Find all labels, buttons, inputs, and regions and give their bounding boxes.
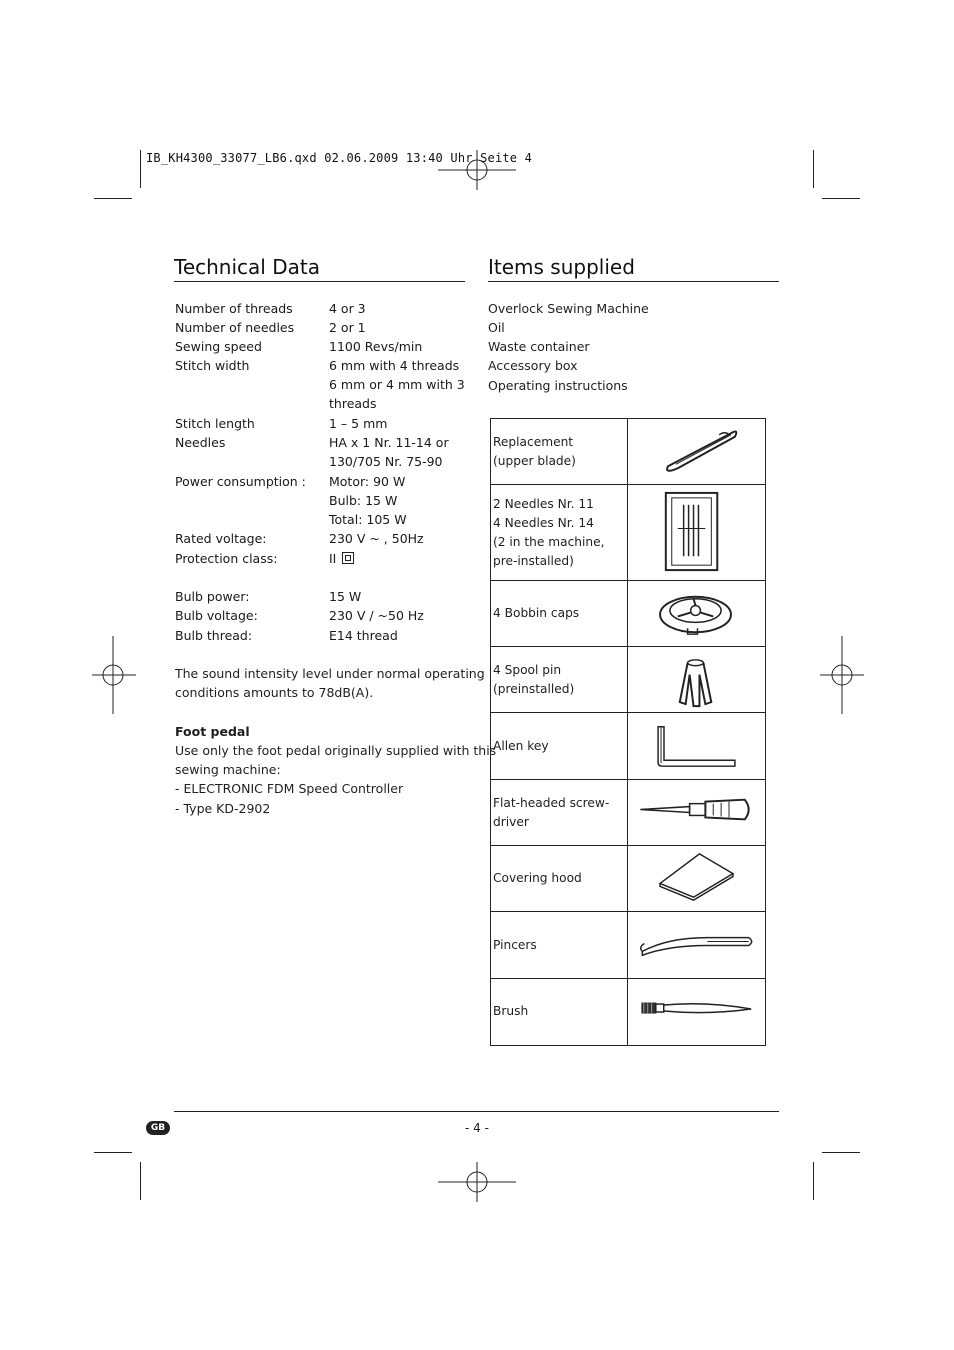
footer-rule [174,1111,779,1112]
items-table-label-line: driver [493,815,529,829]
protection-class-symbol [342,552,354,564]
spec-label: Number of threads [175,301,293,316]
items-list-entry: Oil [488,320,505,335]
bobbin-cap-icon [627,581,765,646]
spec-value: 1 – 5 mm [329,416,388,431]
blade-icon [627,419,765,484]
spec-value: Total: 105 W [329,512,407,528]
spec-value: HA x 1 Nr. 11-14 or [329,435,449,450]
foot-pedal-line: - Type KD-2902 [175,801,271,816]
spec-value: 6 mm or 4 mm with 3 [329,377,465,393]
items-table-label-line: (2 in the machine, [493,535,605,549]
items-table-label-line: 2 Needles Nr. 11 [493,496,594,511]
items-table-row [491,419,765,485]
spec-value: threads [329,396,377,412]
items-table-row [491,979,765,1045]
technical-data-title: Technical Data [174,255,320,279]
spec-value: 2 or 1 [329,320,366,335]
sound-note-line: conditions amounts to 78dB(A). [175,685,374,700]
items-table-label-line: Covering hood [493,871,582,886]
items-table-row [491,846,765,912]
items-table-label-line: Brush [493,1004,529,1019]
items-table-label [493,869,625,888]
items-table-label [493,936,625,955]
foot-pedal-line: sewing machine: [175,762,281,777]
screwdriver-icon [627,780,765,845]
spool-pin-icon [627,647,765,712]
items-list-entry: Operating instructions [488,378,628,393]
spec-value: II [329,551,337,566]
items-table-label-line: 4 Spool pin [493,662,562,677]
spec-value: Motor: 90 W [329,474,406,489]
items-table-row [491,713,765,780]
technical-data-rule [174,281,465,282]
spec-value: 130/705 Nr. 75-90 [329,454,443,470]
items-list-entry: Waste container [488,339,590,354]
items-list-entry: Overlock Sewing Machine [488,301,649,316]
items-list-entry: Accessory box [488,358,578,373]
items-supplied-title: Items supplied [488,255,635,279]
items-table-row [491,780,765,846]
items-table-label-line: Replacement [493,434,574,449]
page-number: - 4 - [465,1121,489,1135]
spec-label: Stitch width [175,358,250,373]
items-table [490,418,766,1046]
foot-pedal-line: - ELECTRONIC FDM Speed Controller [175,781,404,796]
items-table-row [491,647,765,713]
spec-label: Needles [175,435,226,450]
items-table-label-line: 4 Bobbin caps [493,606,580,621]
spec-value: 15 W [329,589,362,604]
registration-mark-right [820,636,864,714]
spec-label: Bulb thread: [175,628,253,643]
sound-note-line: The sound intensity level under normal operating [175,666,485,681]
items-supplied-rule [488,281,779,282]
foot-pedal-line: Use only the foot pedal originally supplied with this [175,743,497,758]
items-table-label-line: Flat-headed screw- [493,795,610,810]
spec-label: Bulb voltage: [175,608,258,623]
file-header: IB_KH4300_33077_LB6.qxd 02.06.2009 13:40 Uhr Seite 4 [146,151,533,165]
spec-label: Stitch length [175,416,255,431]
spec-value: 1100 Revs/min [329,339,423,354]
allen-key-icon [627,713,765,779]
items-table-row [491,581,765,647]
brush-icon [627,979,765,1045]
items-table-label-line: (upper blade) [493,454,576,468]
items-table-label-line: (preinstalled) [493,682,575,696]
items-table-label-line: pre-installed) [493,554,574,569]
items-table-label [493,737,625,756]
items-table-row [491,485,765,581]
spec-label: Bulb power: [175,589,250,604]
spec-label: Protection class: [175,551,278,566]
items-table-label-line: 4 Needles Nr. 14 [493,515,594,530]
spec-label: Number of needles [175,320,295,335]
foot-pedal-heading: Foot pedal [175,724,250,739]
registration-mark-left [92,636,136,714]
spec-value: 230 V ~ , 50Hz [329,531,424,546]
spec-value: E14 thread [329,628,398,643]
language-badge: GB [146,1121,170,1135]
items-table-label-line: Allen key [493,738,549,753]
spec-label: Rated voltage: [175,531,267,546]
needles-pack-icon [627,485,765,580]
spec-value: 4 or 3 [329,301,366,316]
spec-label: Power consumption : [175,474,306,489]
items-table-label [493,1002,625,1021]
spec-value: 230 V / ~50 Hz [329,608,424,623]
items-table-label [493,661,625,699]
items-table-row [491,912,765,979]
items-table-label-line: Pincers [493,937,537,952]
items-table-label [493,794,625,832]
items-table-label [493,604,625,623]
items-table-label [493,495,625,572]
spec-value: Bulb: 15 W [329,493,398,509]
registration-mark-bottom [438,1162,518,1202]
spec-value: 6 mm with 4 threads [329,358,460,373]
covering-hood-icon [627,846,765,911]
pincers-icon [627,912,765,978]
spec-label: Sewing speed [175,339,262,354]
items-table-label [493,433,625,471]
